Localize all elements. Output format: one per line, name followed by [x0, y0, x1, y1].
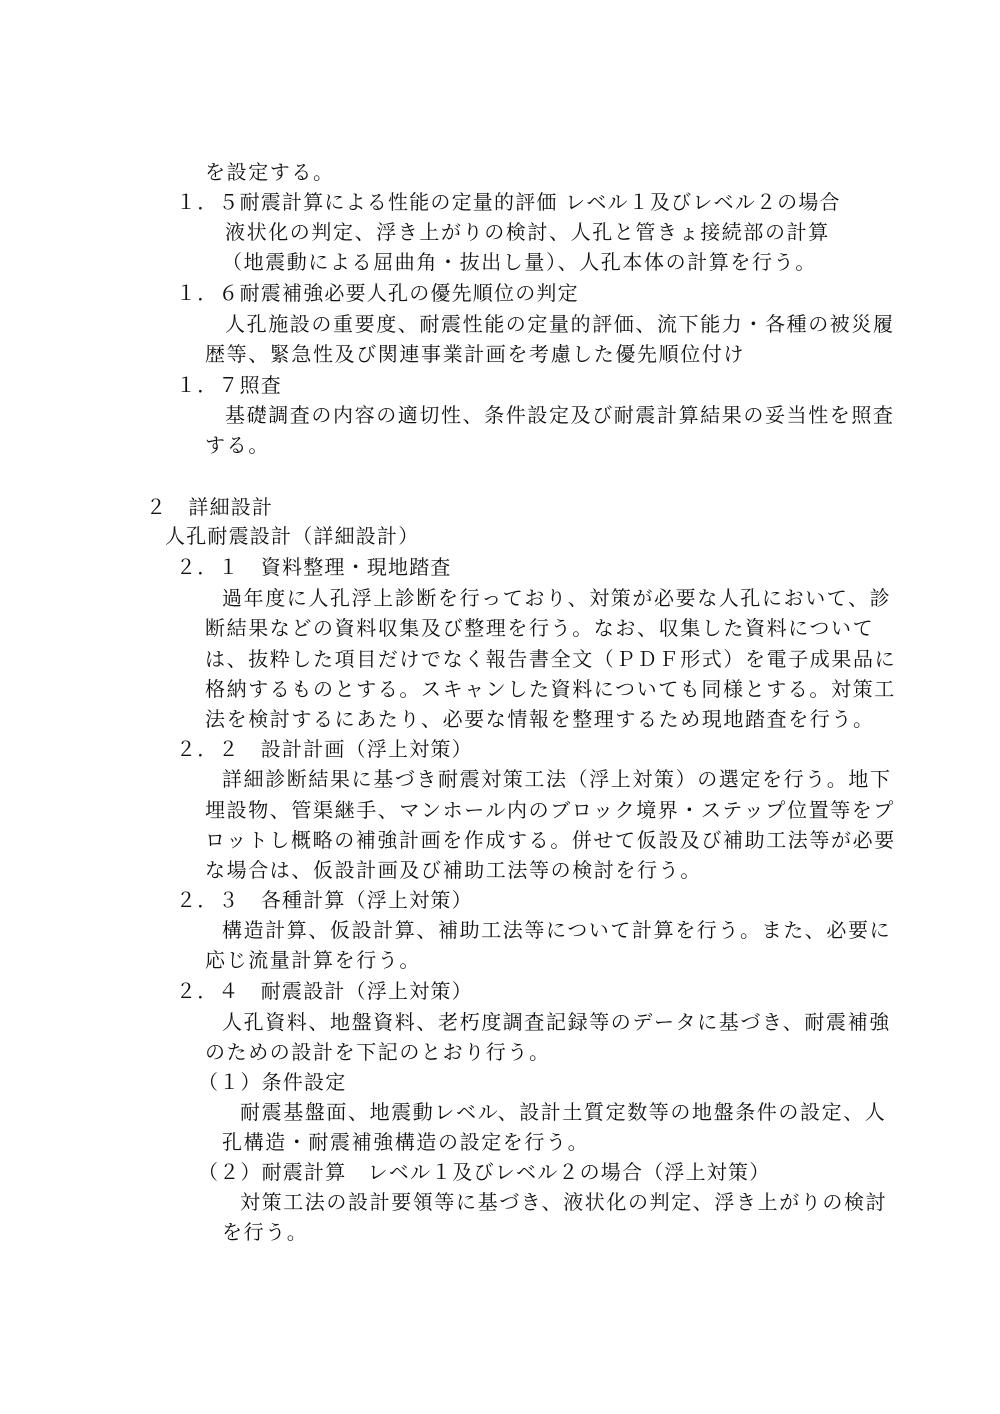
text-line: を行う。	[222, 1220, 309, 1244]
section-heading-2-4: ２．４ 耐震設計（浮上対策）	[176, 979, 473, 1003]
text-line: 格納するものとする。スキャンした資料についても同様とする。対策工	[205, 677, 896, 701]
text-line: 詳細診断結果に基づき耐震対策工法（浮上対策）の選定を行う。地下	[222, 767, 892, 791]
text-line: な場合は、仮設計画及び補助工法等の検討を行う。	[205, 858, 702, 882]
text-line: （地震動による屈曲角・抜出し量）、人孔本体の計算を行う。	[222, 250, 817, 274]
chapter-heading-2: ２ 詳細設計	[146, 495, 274, 519]
section-heading-2-1: ２．１ 資料整理・現地踏査	[176, 555, 452, 579]
text-line: 耐震基盤面、地震動レベル、設計土質定数等の地盤条件の設定、人	[240, 1100, 887, 1124]
text-line: 法を検討するにあたり、必要な情報を整理するため現地踏査を行う。	[205, 707, 875, 731]
text-line: 孔構造・耐震補強構造の設定を行う。	[222, 1130, 590, 1154]
text-line: ロットし概略の補強計画を作成する。併せて仮設及び補助工法等が必要	[205, 828, 896, 852]
text-line: 液状化の判定、浮き上がりの検討、人孔と管きょ接続部の計算	[225, 220, 830, 244]
text-line: のための設計を下記のとおり行う。	[205, 1040, 551, 1064]
text-line: 歴等、緊急性及び関連事業計画を考慮した優先順位付け	[205, 342, 745, 366]
text-line: 埋設物、管渠継手、マンホール内のブロック境界・ステップ位置等をプ	[205, 798, 895, 822]
text-line: を設定する。	[205, 160, 335, 184]
section-heading-2-2: ２．２ 設計計画（浮上対策）	[176, 737, 473, 761]
text-line: 構造計算、仮設計算、補助工法等について計算を行う。また、必要に	[222, 918, 892, 942]
section-heading-1-6: １．６耐震補強必要人孔の優先順位の判定	[176, 281, 579, 305]
subtitle: 人孔耐震設計（詳細設計）	[165, 524, 420, 548]
section-heading-2-3: ２．３ 各種計算（浮上対策）	[176, 888, 473, 912]
subsection-heading-2: （２）耐震計算 レベル１及びレベル２の場合（浮上対策）	[198, 1160, 771, 1184]
text-line: 基礎調査の内容の適切性、条件設定及び耐震計算結果の妥当性を照査	[225, 403, 895, 427]
text-line: する。	[205, 433, 270, 457]
text-line: 対策工法の設計要領等に基づき、液状化の判定、浮き上がりの検討	[240, 1190, 888, 1214]
text-line: 断結果などの資料収集及び整理を行う。なお、収集した資料について	[205, 616, 875, 640]
section-heading-1-7: １．７照査	[176, 373, 282, 397]
text-line: 過年度に人孔浮上診断を行っており、対策が必要な人孔において、診	[222, 586, 892, 610]
text-line: 人孔施設の重要度、耐震性能の定量的評価、流下能力・各種の被災履	[225, 312, 895, 336]
subsection-heading-1: （１）条件設定	[198, 1070, 347, 1094]
section-heading-1-5: １．５耐震計算による性能の定量的評価 レベル１及びレベル２の場合	[176, 190, 841, 214]
text-line: は、抜粋した項目だけでなく報告書全文（ＰＤＦ形式）を電子成果品に	[205, 647, 897, 671]
text-line: 応じ流量計算を行う。	[205, 948, 421, 972]
text-line: 人孔資料、地盤資料、老朽度調査記録等のデータに基づき、耐震補強	[222, 1010, 891, 1034]
